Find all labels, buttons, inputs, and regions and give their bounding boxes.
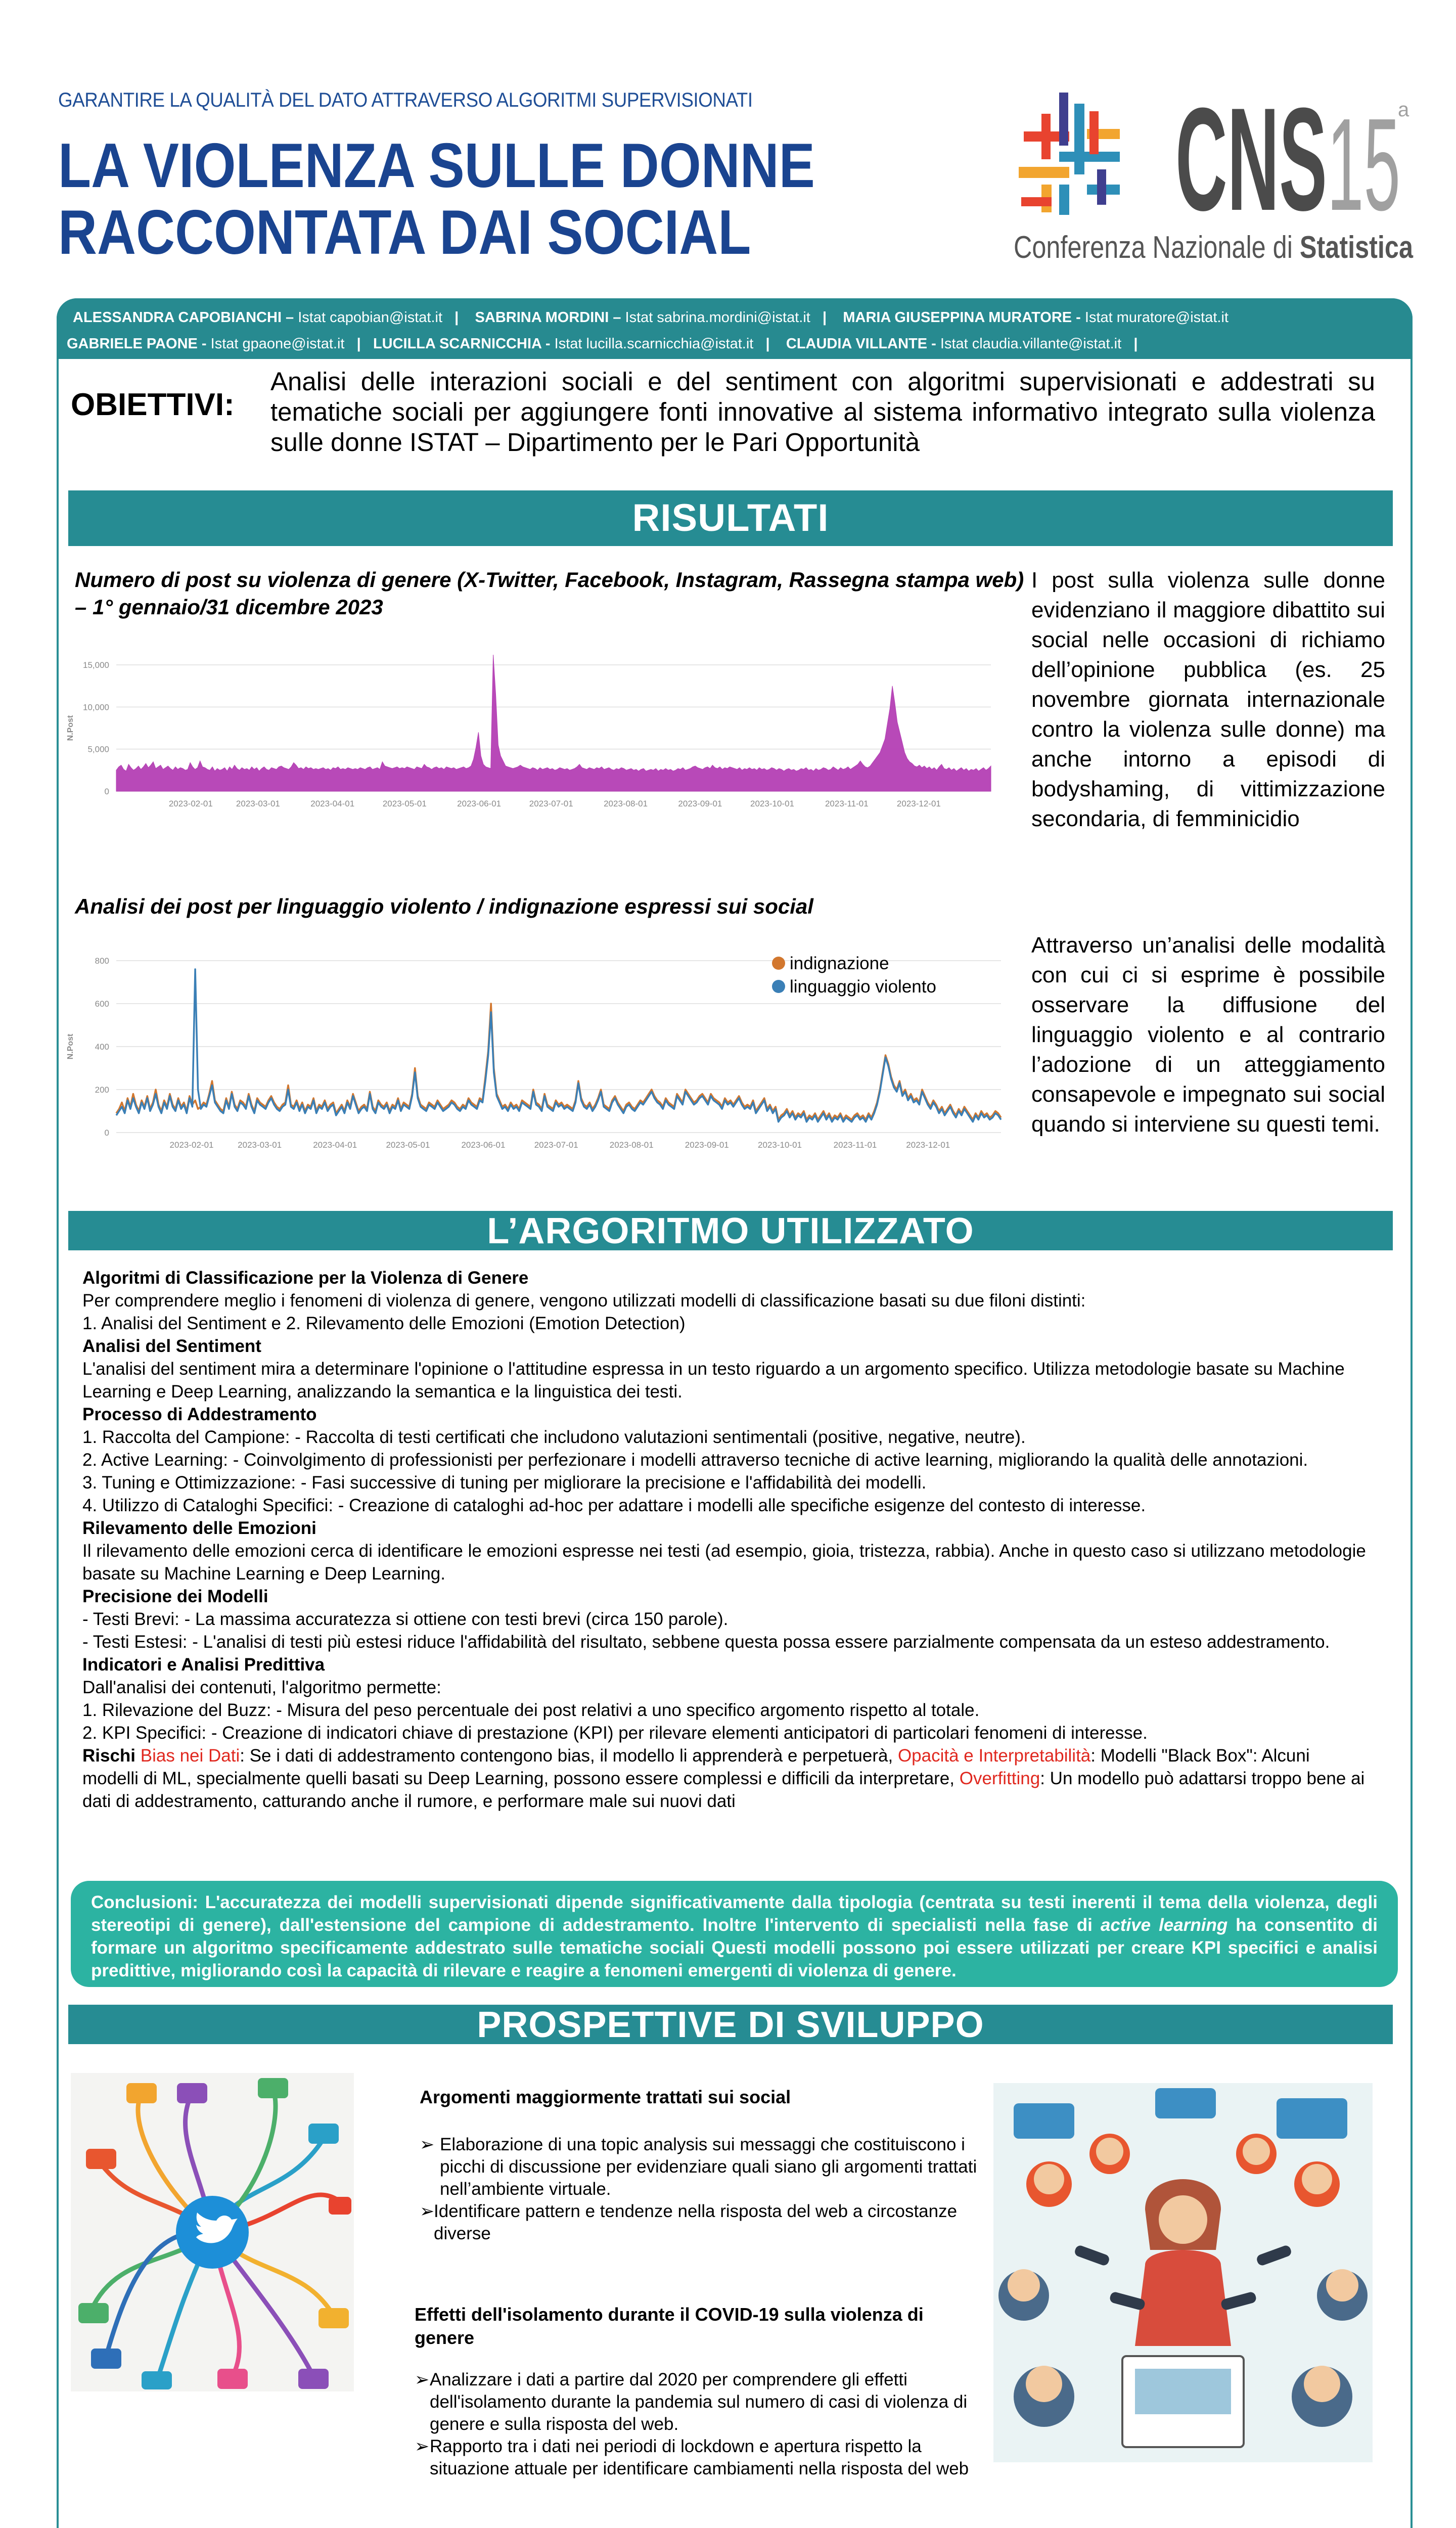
algorithm-paragraph: Per comprendere meglio i fenomeni di violenza di genere, vengono utilizzati modelli di classificazione basati su due filoni distinti: [82, 1291, 1086, 1311]
prospects-block1-list [420, 2134, 986, 2245]
risk-overfit-text: : Un modello può adattarsi troppo bene ai dati di addestramento, catturando anche il rumore, e performare male sui nuovi dati [82, 1769, 1365, 1811]
y-tick-label: 0 [104, 787, 109, 796]
objectives-label: OBIETTIVI: [71, 387, 235, 422]
logo-superscript: a [1398, 99, 1409, 121]
algorithm-paragraph: 4. Utilizzo di Cataloghi Specifici: - Creazione di cataloghi ad-hoc per adattare i modelli alle specifiche esigenze del contesto di interesse. [82, 1496, 1146, 1515]
y-axis-label: N.Post [66, 715, 75, 741]
list-item [415, 2435, 981, 2480]
x-tick-label: 2023-10-01 [750, 799, 794, 808]
list-item [415, 2369, 981, 2435]
x-tick-label: 2023-07-01 [534, 1140, 578, 1150]
y-tick-label: 600 [95, 999, 109, 1009]
y-tick-label: 10,000 [83, 702, 109, 712]
risk-opacity-text: : Modelli "Black Box": Alcuni modelli di ML, specialmente quelli basati su Deep Learning, possono essere complessi e difficili da interpretare, [82, 1746, 1310, 1788]
algorithm-paragraph: - Testi Brevi: - La massima accuratezza si ottiene con testi brevi (circa 150 parole). [82, 1609, 729, 1629]
x-tick-label: 2023-08-01 [604, 799, 648, 808]
conclusion-box [71, 1881, 1398, 1987]
y-axis-label: N.Post [66, 1033, 75, 1060]
section-results: RISULTATI [68, 490, 1393, 546]
arrow-bullet-icon: ➢ [415, 2436, 430, 2456]
author-info: Istat capobian@istat.it [294, 309, 442, 326]
list-item [420, 2134, 986, 2200]
cns-logo-mark-icon [1011, 83, 1416, 265]
x-tick-label: 2023-09-01 [678, 799, 722, 808]
conclusion-text-1: Conclusioni: L'accuratezza dei modelli supervisionati dipende significativamente dalla tipologia (centrata su testi inerenti il tema della violenza, degli stereotipi di genere), dall'estensione del campione di addestramento. Inoltre l'intervento di specialisti nella fase di [91, 1892, 1378, 1935]
legend-marker [772, 980, 785, 993]
risks-label: Rischi [82, 1746, 136, 1766]
arrow-bullet-icon: ➢ [420, 2201, 435, 2221]
legend-marker [772, 957, 785, 970]
list-item-text: Rapporto tra i dati nei periodi di lockdown e apertura rispetto la situazione attuale per identificare cambiamenti nella risposta del web [430, 2436, 969, 2478]
logo-subtitle-bold: Statisti [1299, 230, 1404, 265]
chart2-description: Attraverso un’analisi delle modalità con cui ci si esprime è possibile osservare la diffusione del linguaggio violento e al contrario l’adozione di un atteggiamento consapevole e impegnato sui social quando si interviene su questi temi. [1031, 933, 1385, 1137]
author-info: Istat claudia.villante@istat.it [936, 336, 1122, 352]
author-info: Istat sabrina.mordini@istat.it [621, 309, 810, 326]
x-tick-label: 2023-05-01 [382, 799, 427, 808]
arrow-bullet-icon: ➢ [420, 2135, 435, 2154]
y-tick-label: 0 [104, 1128, 109, 1138]
conclusion-text-2: ha consentito di formare un algoritmo specificamente addestrato sulle tematiche sociali Questi modelli possono poi essere utilizzati per creare KPI specifici e analisi predittive, migliorando così la capacità di rilevare e reagire a fenomeni emergenti di violenza di genere. [91, 1915, 1378, 1980]
x-tick-label: 2023-03-01 [236, 799, 280, 808]
press-crowd-illustration-icon [993, 2083, 1373, 2462]
conclusion-italic: active learning [1100, 1915, 1228, 1935]
chart1-title: Numero di post su violenza di genere (X-Twitter, Facebook, Instagram, Rassegna stampa web) – 1° gennaio/31 dicembre 2023 [75, 568, 1024, 619]
algorithm-heading: Analisi del Sentiment [82, 1336, 261, 1356]
x-tick-label: 2023-05-01 [386, 1140, 430, 1150]
title-line-1: LA VIOLENZA SULLE DONNE [58, 131, 815, 201]
x-tick-label: 2023-11-01 [833, 1140, 877, 1150]
x-tick-label: 2023-12-01 [896, 799, 941, 808]
x-tick-label: 2023-11-01 [825, 799, 869, 808]
list-item [420, 2200, 986, 2245]
list-item-text: Identificare pattern e tendenze nella risposta del web a circostanze diverse [434, 2201, 958, 2243]
y-tick-label: 800 [95, 956, 109, 966]
authors-line-2: GABRIELE PAONE - Istat gpaone@istat.it | LUCILLA SCARNICCHIA - Istat lucilla.scarnicchia@istat.it | CLAUDIA VILLANTE - Istat claudia.villante@istat.it | [67, 336, 1138, 352]
author-name: GABRIELE PAONE - [67, 336, 207, 352]
legend-label: indignazione [790, 954, 889, 973]
x-tick-label: 2023-02-01 [168, 799, 213, 808]
authors-bar [57, 298, 1413, 359]
logo-subtitle-prefix: Conferenza Nazionale di [1014, 230, 1366, 265]
x-tick-label: 2023-09-01 [685, 1140, 729, 1150]
algorithm-paragraph: 1. Raccolta del Campione: - Raccolta di testi certificati che includono valutazioni sentimentali (positive, negative, neutre). [82, 1427, 1026, 1447]
algorithm-paragraph: - Testi Estesi: - L'analisi di testi più estesi riduce l'affidabilità del risultato, sebbene questa possa essere parzialmente compensata da un esteso addestramento. [82, 1632, 1330, 1652]
list-item-text: Analizzare i dati a partire dal 2020 per comprendere gli effetti dell'isolamento durante la pandemia sul numero di casi di violenza di genere e sulla risposta del web. [430, 2370, 968, 2434]
algorithm-risks [82, 1744, 1367, 1813]
prospects-block2-list [415, 2369, 981, 2480]
authors-line-1: ALESSANDRA CAPOBIANCHI – Istat capobian@istat.it | SABRINA MORDINI – Istat sabrina.mordini@istat.it | MARIA GIUSEPPINA MURATORE - Istat muratore@istat.it [73, 309, 1228, 326]
prospects-block2-title: Effetti dell'isolamento durante il COVID-19 sulla violenza di genere [415, 2304, 924, 2348]
x-tick-label: 2023-07-01 [529, 799, 573, 808]
objectives-text: Analisi delle interazioni sociali e del sentiment con algoritmi supervisionati e addestrati su tematiche sociali per aggiungere fonti innovative al sistema informativo integrato sulla violenza sulle donne ISTAT – Dipartimento per le Pari Opportunità [270, 367, 1375, 457]
algorithm-heading: Algoritmi di Classificazione per la Violenza di Genere [82, 1268, 529, 1288]
x-tick-label: 2023-03-01 [238, 1140, 282, 1150]
x-tick-label: 2023-08-01 [609, 1140, 654, 1150]
chart2-title: Analisi dei post per linguaggio violento / indignazione espressi sui social [75, 894, 813, 918]
poster-title [58, 132, 815, 266]
algorithm-paragraph: 1. Analisi del Sentiment e 2. Rilevamento delle Emozioni (Emotion Detection) [82, 1314, 686, 1333]
poster-kicker: GARANTIRE LA QUALITÀ DEL DATO ATTRAVERSO ALGORITMI SUPERVISIONATI [58, 89, 753, 111]
chart1-description: I post sulla violenza sulle donne evidenziano il maggiore dibattito sui social nelle occasioni di richiamo dell’opinione pubblica (es. 25 novembre giornata internazionale contro la violenza sulle donne) ma anche intorno a episodi di bodyshaming, di vittimizzazione secondaria, di femminicidio [1031, 568, 1385, 831]
author-name: ALESSANDRA CAPOBIANCHI – [73, 309, 294, 326]
x-tick-label: 2023-04-01 [310, 799, 355, 808]
author-name: MARIA GIUSEPPINA MURATORE - [843, 309, 1081, 326]
x-tick-label: 2023-04-01 [313, 1140, 357, 1150]
algorithm-paragraph: L'analisi del sentiment mira a determinare l'opinione o l'attitudine espressa in un testo riguardo a un argomento specifico. Utilizza metodologie basate su Machine Learning e Deep Learning, analizzando la semantica e la linguistica dei testi. [82, 1359, 1345, 1402]
section-algorithm: L’ARGORITMO UTILIZZATO [68, 1211, 1393, 1250]
algorithm-paragraph: Il rilevamento delle emozioni cerca di identificare le emozioni espresse nei testi (ad esempio, gioia, tristezza, rabbia). Anche in questo caso si utilizzano metodologie basate su Machine Learning e Deep Learning. [82, 1541, 1366, 1584]
risk-overfit-label: Overfitting [959, 1769, 1040, 1788]
risk-opacity-label: Opacità e Interpretabilità [897, 1746, 1091, 1766]
list-item-text: Elaborazione di una topic analysis sui messaggi che costituiscono i picchi di discussione per evidenziare quali siano gli argomenti trattati nell’ambiente virtuale. [440, 2135, 977, 2199]
chart1-posts-area [61, 627, 1011, 819]
x-tick-label: 2023-10-01 [758, 1140, 802, 1150]
y-tick-label: 200 [95, 1085, 109, 1095]
algorithm-lines [82, 1267, 1367, 1744]
section-prospects: PROSPETTIVE DI SVILUPPO [68, 2005, 1393, 2044]
y-tick-label: 15,000 [83, 660, 109, 670]
cns-logo [1011, 83, 1416, 265]
logo-subtitle [1014, 230, 1413, 265]
algorithm-heading: Processo di Addestramento [82, 1405, 317, 1424]
algorithm-paragraph: Dall'analisi dei contenuti, l'algoritmo permette: [82, 1678, 441, 1697]
author-name: SABRINA MORDINI – [475, 309, 621, 326]
author-info: Istat muratore@istat.it [1080, 309, 1228, 326]
chart2-language-lines [61, 940, 1011, 1163]
x-tick-label: 2023-02-01 [169, 1140, 214, 1150]
risk-bias-label: Bias nei Dati [140, 1746, 240, 1766]
arrow-bullet-icon: ➢ [415, 2370, 430, 2389]
author-name: LUCILLA SCARNICCHIA - [373, 336, 551, 352]
x-tick-label: 2023-12-01 [906, 1140, 950, 1150]
y-tick-label: 400 [95, 1042, 109, 1052]
author-name: CLAUDIA VILLANTE - [786, 336, 936, 352]
logo-cns-text: CNS [1175, 83, 1327, 241]
chart-background [61, 940, 1011, 1163]
y-tick-label: 5,000 [87, 744, 109, 754]
algorithm-heading: Precisione dei Modelli [82, 1587, 268, 1606]
risk-bias-text: : Se i dati di addestramento contengono bias, il modello li apprenderà e perpetuerà, [240, 1746, 898, 1766]
algorithm-paragraph: 2. Active Learning: - Coinvolgimento di professionisti per perfezionare i modelli attraverso tecniche di active learning, migliorando la qualità delle annotazioni. [82, 1450, 1308, 1470]
algorithm-paragraph: 3. Tuning e Ottimizzazione: - Fasi successive di tuning per migliorare la precisione e l'affidabilità dei modelli. [82, 1473, 927, 1493]
author-info: Istat lucilla.scarnicchia@istat.it [550, 336, 754, 352]
logo-number: 15 [1327, 92, 1400, 238]
algorithm-paragraph: 1. Rilevazione del Buzz: - Misura del peso percentuale dei post relativi a uno specifico argomento rispetto al totale. [82, 1700, 980, 1720]
algorithm-text [82, 1267, 1367, 1813]
legend-label: linguaggio violento [790, 977, 936, 997]
author-info: Istat gpaone@istat.it [206, 336, 345, 352]
x-tick-label: 2023-06-01 [457, 799, 502, 808]
algorithm-heading: Rilevamento delle Emozioni [82, 1518, 316, 1538]
prospects-block1-title: Argomenti maggiormente trattati sui social [420, 2087, 791, 2107]
title-line-2: RACCONTATA DAI SOCIAL [58, 198, 751, 267]
x-tick-label: 2023-06-01 [461, 1140, 506, 1150]
algorithm-paragraph: 2. KPI Specifici: - Creazione di indicatori chiave di prestazione (KPI) per rilevare elementi anticipatori di particolari fenomeni di interesse. [82, 1723, 1148, 1743]
algorithm-heading: Indicatori e Analisi Predittiva [82, 1655, 325, 1675]
social-network-illustration-icon [71, 2073, 354, 2391]
